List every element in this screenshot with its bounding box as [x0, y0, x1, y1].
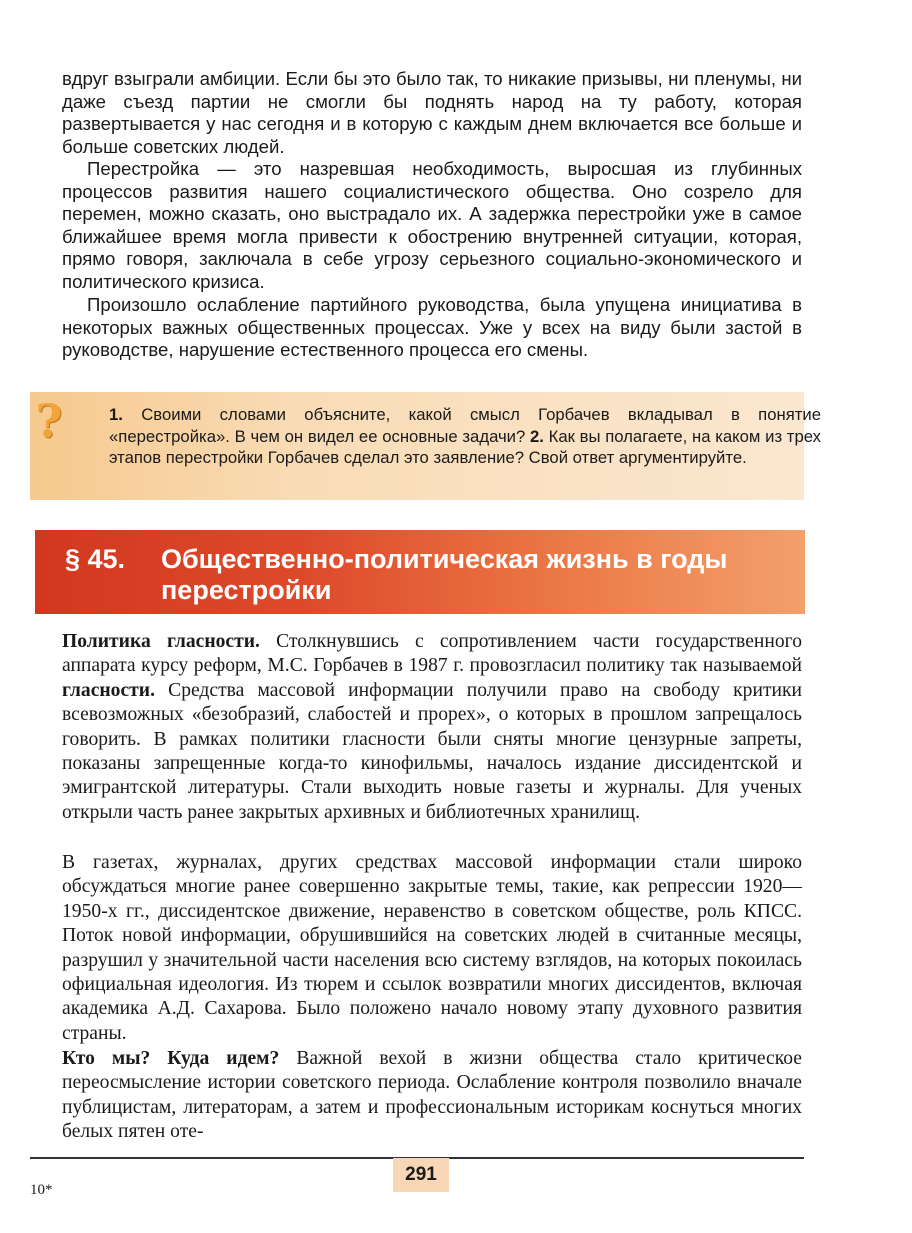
- body-paragraph-3: [62, 1047, 802, 1145]
- question-1-number: 1.: [109, 405, 123, 424]
- intro-paragraph-3: Произошло ослабление партийного руководства, была упущена инициатива в некоторых важных общественных процессах. Уже у всех на виду были застой в руководстве, нарушение естественного процесса его смены.: [62, 294, 802, 361]
- body-paragraph-2-text: В газетах, журналах, других средствах массовой информации стали широко обсуждаться многие ранее совершенно закрытые темы, такие, как репрессии 1920—1950-х гг., диссидентское движение, неравенство в советском обществе, роль КПСС. Поток новой информации, обрушившийся на советских людей в считанные месяцы, разрушил у значительной части населения всю систему взглядов, на которых покоилась официальная идеология. Из тюрем и ссылок возвратили многих диссидентов, включая академика А.Д. Сахарова. Было положено начало новому этапу духовного развития страны.: [62, 852, 802, 1044]
- question-2: Как вы полагаете, на каком из трех этапов перестройки Горбачев сделал это заявление? Свой ответ аргументируйте.: [109, 426, 821, 467]
- body-paragraph-1-text-b: Средства массовой информации получили право на свободу критики всевозможных «безобразий, слабостей и прорех», о которых в прошлом запрещалось говорить. В рамках политики гласности были сняты многие цензурные запреты, показаны запрещенные когда-то кинофильмы, началось издание диссидентской и эмигрантской литературы. Стали выходить новые газеты и журналы. Для ученых открыли часть ранее закрытых архивных и библиотечных хранилищ.: [62, 679, 802, 823]
- subheading-who-are-we: Кто мы? Куда идем?: [62, 1048, 280, 1069]
- section-heading: [35, 530, 805, 614]
- intro-paragraph-1: вдруг взыграли амбиции. Если бы это было так, то никакие призывы, ни пленумы, ни даже съезд партии не смогли бы поднять народ на ту работу, которая развертывается у нас сегодня и в которую с каждым днем включается все больше и больше советских людей.: [62, 68, 802, 157]
- subheading-glasnost: Политика гласности.: [62, 631, 260, 652]
- section-number: § 45.: [65, 544, 126, 574]
- question-mark-icon: ?: [35, 394, 63, 448]
- question-1: Своими словами объясните, какой смысл Горбачев вкладывал в понятие «перестройка». В чем он видел ее основные задачи?: [109, 405, 821, 446]
- questions-text: [109, 404, 821, 469]
- page-number: 291: [393, 1158, 449, 1192]
- questions-box: [30, 392, 821, 500]
- printer-signature: 10*: [30, 1182, 53, 1198]
- body-paragraph-2: [62, 851, 802, 1046]
- body-paragraph-1-text-a: Столкнувшись с сопротивлением части государственного аппарата курсу реформ, М.С. Горбачев в 1987 г. провозгласил политику так называемой: [62, 631, 803, 677]
- intro-paragraph-2: Перестройка — это назревшая необходимость, выросшая из глубинных процессов развития нашего социалистического общества. Оно созрело для перемен, можно сказать, оно выстрадало их. А задержка перестройки уже в самое ближайшее время могла привести к обострению внутренней ситуации, которая, прямо говоря, заключала в себе угрозу серьезного социально-экономического и политического кризиса.: [62, 158, 802, 292]
- section-title: Общественно-политическая жизнь в годы перестройки: [161, 544, 728, 605]
- body-paragraph-3-text: Важной вехой в жизни общества стало критическое переосмысление истории советского периода. Ослабление контроля позволило вначале публицистам, литераторам, а затем и профессиональным историкам коснуться многих белых пятен оте-: [62, 1048, 802, 1143]
- term-glasnost: гласности.: [62, 679, 155, 701]
- body-paragraph-1: [62, 630, 802, 825]
- question-2-number: 2.: [530, 426, 544, 446]
